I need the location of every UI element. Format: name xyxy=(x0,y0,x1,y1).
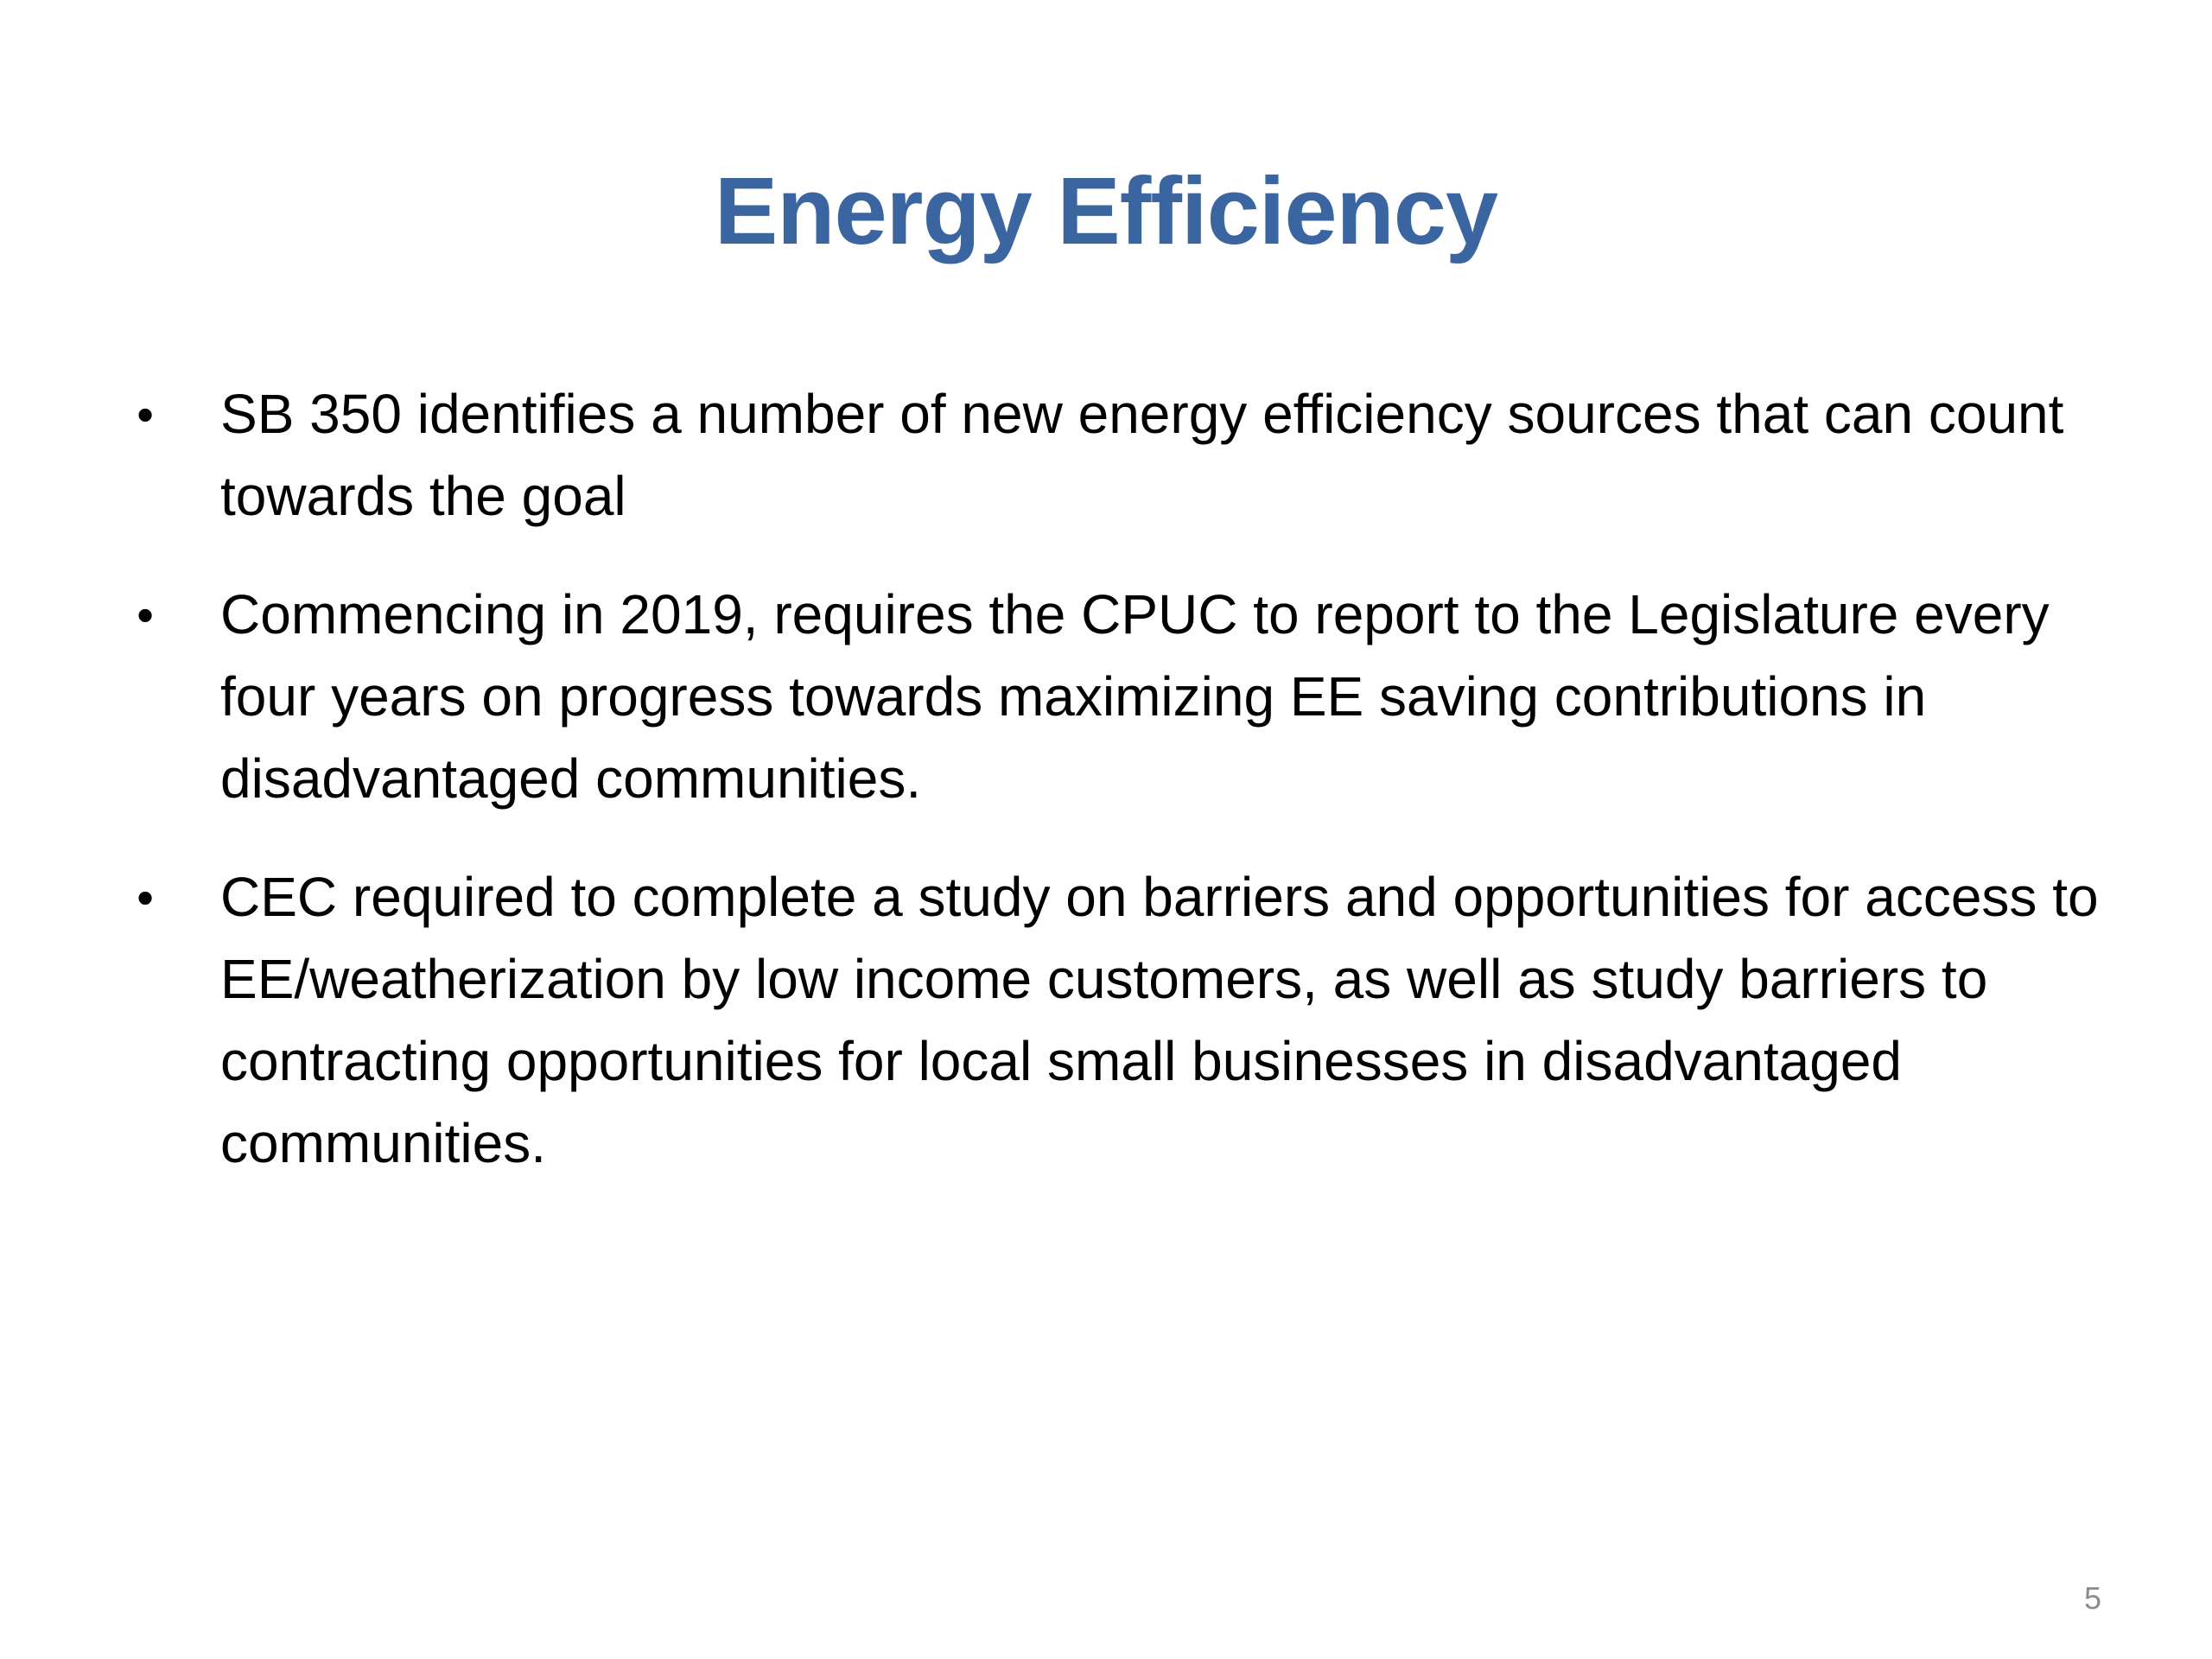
bullet-item xyxy=(130,574,2100,820)
page-number: 5 xyxy=(2083,1580,2101,1616)
bullet-item xyxy=(130,373,2100,537)
bullet-item xyxy=(130,856,2100,1185)
bullet-list xyxy=(130,373,2100,1221)
bullet-icon: • xyxy=(137,870,154,925)
slide-title: Energy Efficiency xyxy=(714,158,1498,264)
bullet-icon: • xyxy=(137,387,154,442)
bullet-text: Commencing in 2019, requires the CPUC to report to the Legislature every four years on progress towards maximizing EE saving contributions in disadvantaged communities. xyxy=(220,583,2050,810)
bullet-icon: • xyxy=(137,588,154,642)
bullet-text: SB 350 identifies a number of new energy efficiency sources that can count towards the goal xyxy=(220,383,2064,527)
bullet-text: CEC required to complete a study on barriers and opportunities for access to EE/weatherization by low income customers, as well as study barriers to contracting opportunities for local small businesses in disadvantaged communities. xyxy=(220,866,2099,1174)
